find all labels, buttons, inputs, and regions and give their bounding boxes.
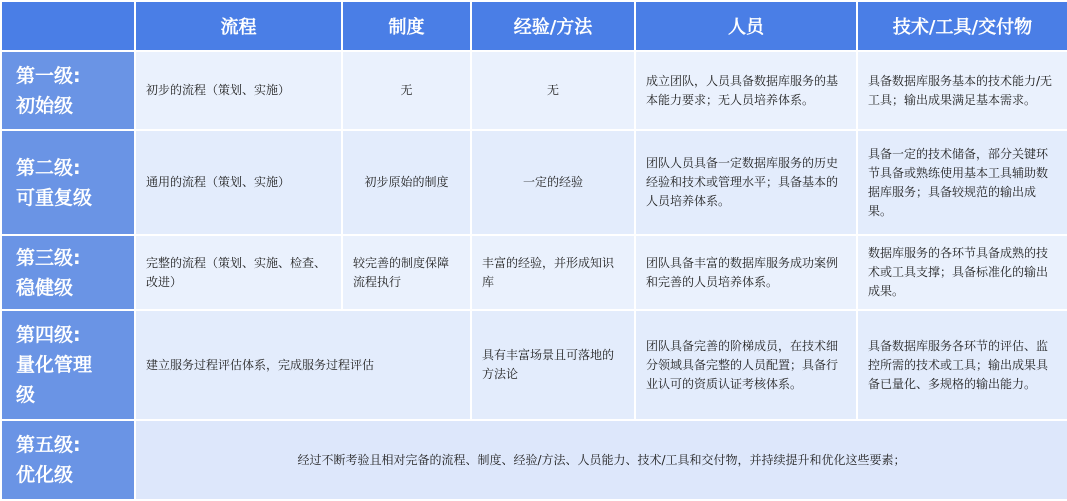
people-cell: 团队具备丰富的数据库服务成功案例和完善的人员培养体系。 [635, 235, 857, 310]
tech-cell: 数据库服务的各环节具备成熟的技术或工具支撑；具备标准化的输出成果。 [857, 235, 1067, 310]
people-cell: 成立团队，人员具备数据库服务的基本能力要求；无人员培养体系。 [635, 51, 857, 130]
system-cell: 初步原始的制度 [342, 130, 471, 235]
system-cell: 较完善的制度保障流程执行 [342, 235, 471, 310]
level-row-4 [1, 310, 1067, 420]
header-people: 人员 [635, 1, 857, 51]
header-row [1, 1, 1067, 51]
header-tech: 技术/工具/交付物 [857, 1, 1067, 51]
people-cell: 团队具备完善的阶梯成员，在技术细分领域具备完整的人员配置；具备行业认可的资质认证考核体系。 [635, 310, 857, 420]
header-process: 流程 [135, 1, 342, 51]
header-experience: 经验/方法 [471, 1, 635, 51]
tech-cell: 具备一定的技术储备，部分关键环节具备或熟练使用基本工具辅助数据库服务；具备较规范的输出成果。 [857, 130, 1067, 235]
level-row-3 [1, 235, 1067, 310]
level-label-3 [1, 235, 135, 310]
level-number: 第二级: [16, 156, 81, 179]
level-label-1 [1, 51, 135, 130]
level-number: 第四级: [16, 324, 81, 346]
process-cell: 初步的流程（策划、实施） [135, 51, 342, 130]
people-cell: 团队人员具备一定数据库服务的历史经验和技术或管理水平；具备基本的人员培养体系。 [635, 130, 857, 235]
level-number: 第一级: [16, 64, 81, 87]
process-system-cell: 建立服务过程评估体系，完成服务过程评估 [135, 310, 471, 420]
header-system: 制度 [342, 1, 471, 51]
level-row-2 [1, 130, 1067, 235]
level-row-5 [1, 420, 1067, 500]
level-label-5 [1, 420, 135, 500]
level-number: 第三级: [16, 246, 81, 269]
level-title: 稳健级 [16, 276, 74, 299]
process-cell: 通用的流程（策划、实施） [135, 130, 342, 235]
header-corner [1, 1, 135, 51]
level-label-2 [1, 130, 135, 235]
level-title-cont: 级 [16, 384, 36, 406]
level-row-1 [1, 51, 1067, 130]
experience-cell: 无 [471, 51, 635, 130]
summary-cell: 经过不断考验且相对完备的流程、制度、经验/方法、人员能力、技术/工具和交付物，并持续提升和优化这些要素； [135, 420, 1067, 500]
experience-cell: 丰富的经验，并形成知识库 [471, 235, 635, 310]
level-label-4 [1, 310, 135, 420]
level-title: 优化级 [16, 464, 74, 486]
system-cell: 无 [342, 51, 471, 130]
experience-cell: 具有丰富场景且可落地的方法论 [471, 310, 635, 420]
process-cell: 完整的流程（策划、实施、检查、改进） [135, 235, 342, 310]
level-number: 第五级: [16, 434, 81, 456]
tech-cell: 具备数据库服务各环节的评估、监控所需的技术或工具；输出成果具备已量化、多规格的输出能力。 [857, 310, 1067, 420]
level-title: 可重复级 [16, 186, 93, 209]
experience-cell: 一定的经验 [471, 130, 635, 235]
level-title: 初始级 [16, 94, 74, 117]
level-title: 量化管理 [16, 354, 93, 376]
tech-cell: 具备数据库服务基本的技术能力/无工具；输出成果满足基本需求。 [857, 51, 1067, 130]
